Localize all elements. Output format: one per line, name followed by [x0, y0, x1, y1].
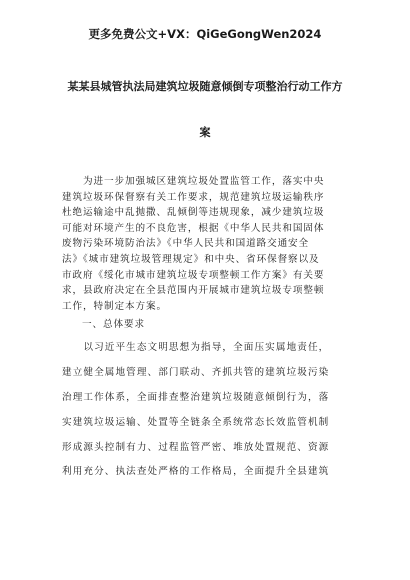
intro-line: 为进一步加强城区建筑垃圾处置监管工作，落实中央 — [62, 176, 325, 187]
section-1-line: 实建筑垃圾运输、处置等全链条全系统常态长效监管机制 — [62, 416, 330, 428]
intro-paragraph — [62, 174, 348, 314]
intro-line: 可能对环境产生的不良危害，根据《中华人民共和国固体 — [62, 222, 325, 234]
section-1-line: 建立健全属地管理、部门联动、齐抓共管的建筑垃圾污染 — [62, 367, 330, 379]
section-1-line: 形成源头控制有力、过程监管严密、堆放处置规范、资源 — [62, 441, 330, 453]
section-1-line: 以习近平生态文明思想为指导，全面压实属地责任， — [62, 342, 330, 354]
intro-line: 市政府《绥化市城市建筑垃圾专项整顿工作方案》有关要 — [62, 269, 325, 281]
intro-line: 求，县政府决定在全县范围内开展城市建筑垃圾专项整顿 — [62, 285, 325, 297]
intro-line: 建筑垃圾环保督察有关工作要求，规范建筑垃圾运输秩序 — [62, 191, 325, 203]
promo-header: 更多免费公文+VX：QiGeGongWen2024 — [88, 27, 322, 41]
intro-line: 法》《城市建筑垃圾管理规定》和中央、省环保督察以及 — [62, 253, 320, 265]
document-title-line-2: 案 — [199, 126, 211, 139]
section-heading: 一、总体要求 — [82, 319, 145, 331]
intro-line: 杜绝运输途中乱抛撒、乱倾倒等违规现象，减少建筑垃圾 — [62, 207, 325, 219]
intro-line: 废物污染环境防治法》《中华人民共和国道路交通安全 — [62, 238, 310, 250]
intro-line: 工作，特制定本方案。 — [62, 300, 167, 312]
section-1-paragraph — [62, 336, 348, 485]
document-title-line-1: 某某县城管执法局建筑垃圾随意倾倒专项整治行动工作方 — [67, 80, 343, 93]
section-1-line: 治理工作体系，全面排查整治建筑垃圾随意倾倒行为，落 — [62, 391, 330, 403]
section-1-line: 利用充分、执法查处严格的工作格局，全面提升全县建筑 — [62, 466, 330, 478]
